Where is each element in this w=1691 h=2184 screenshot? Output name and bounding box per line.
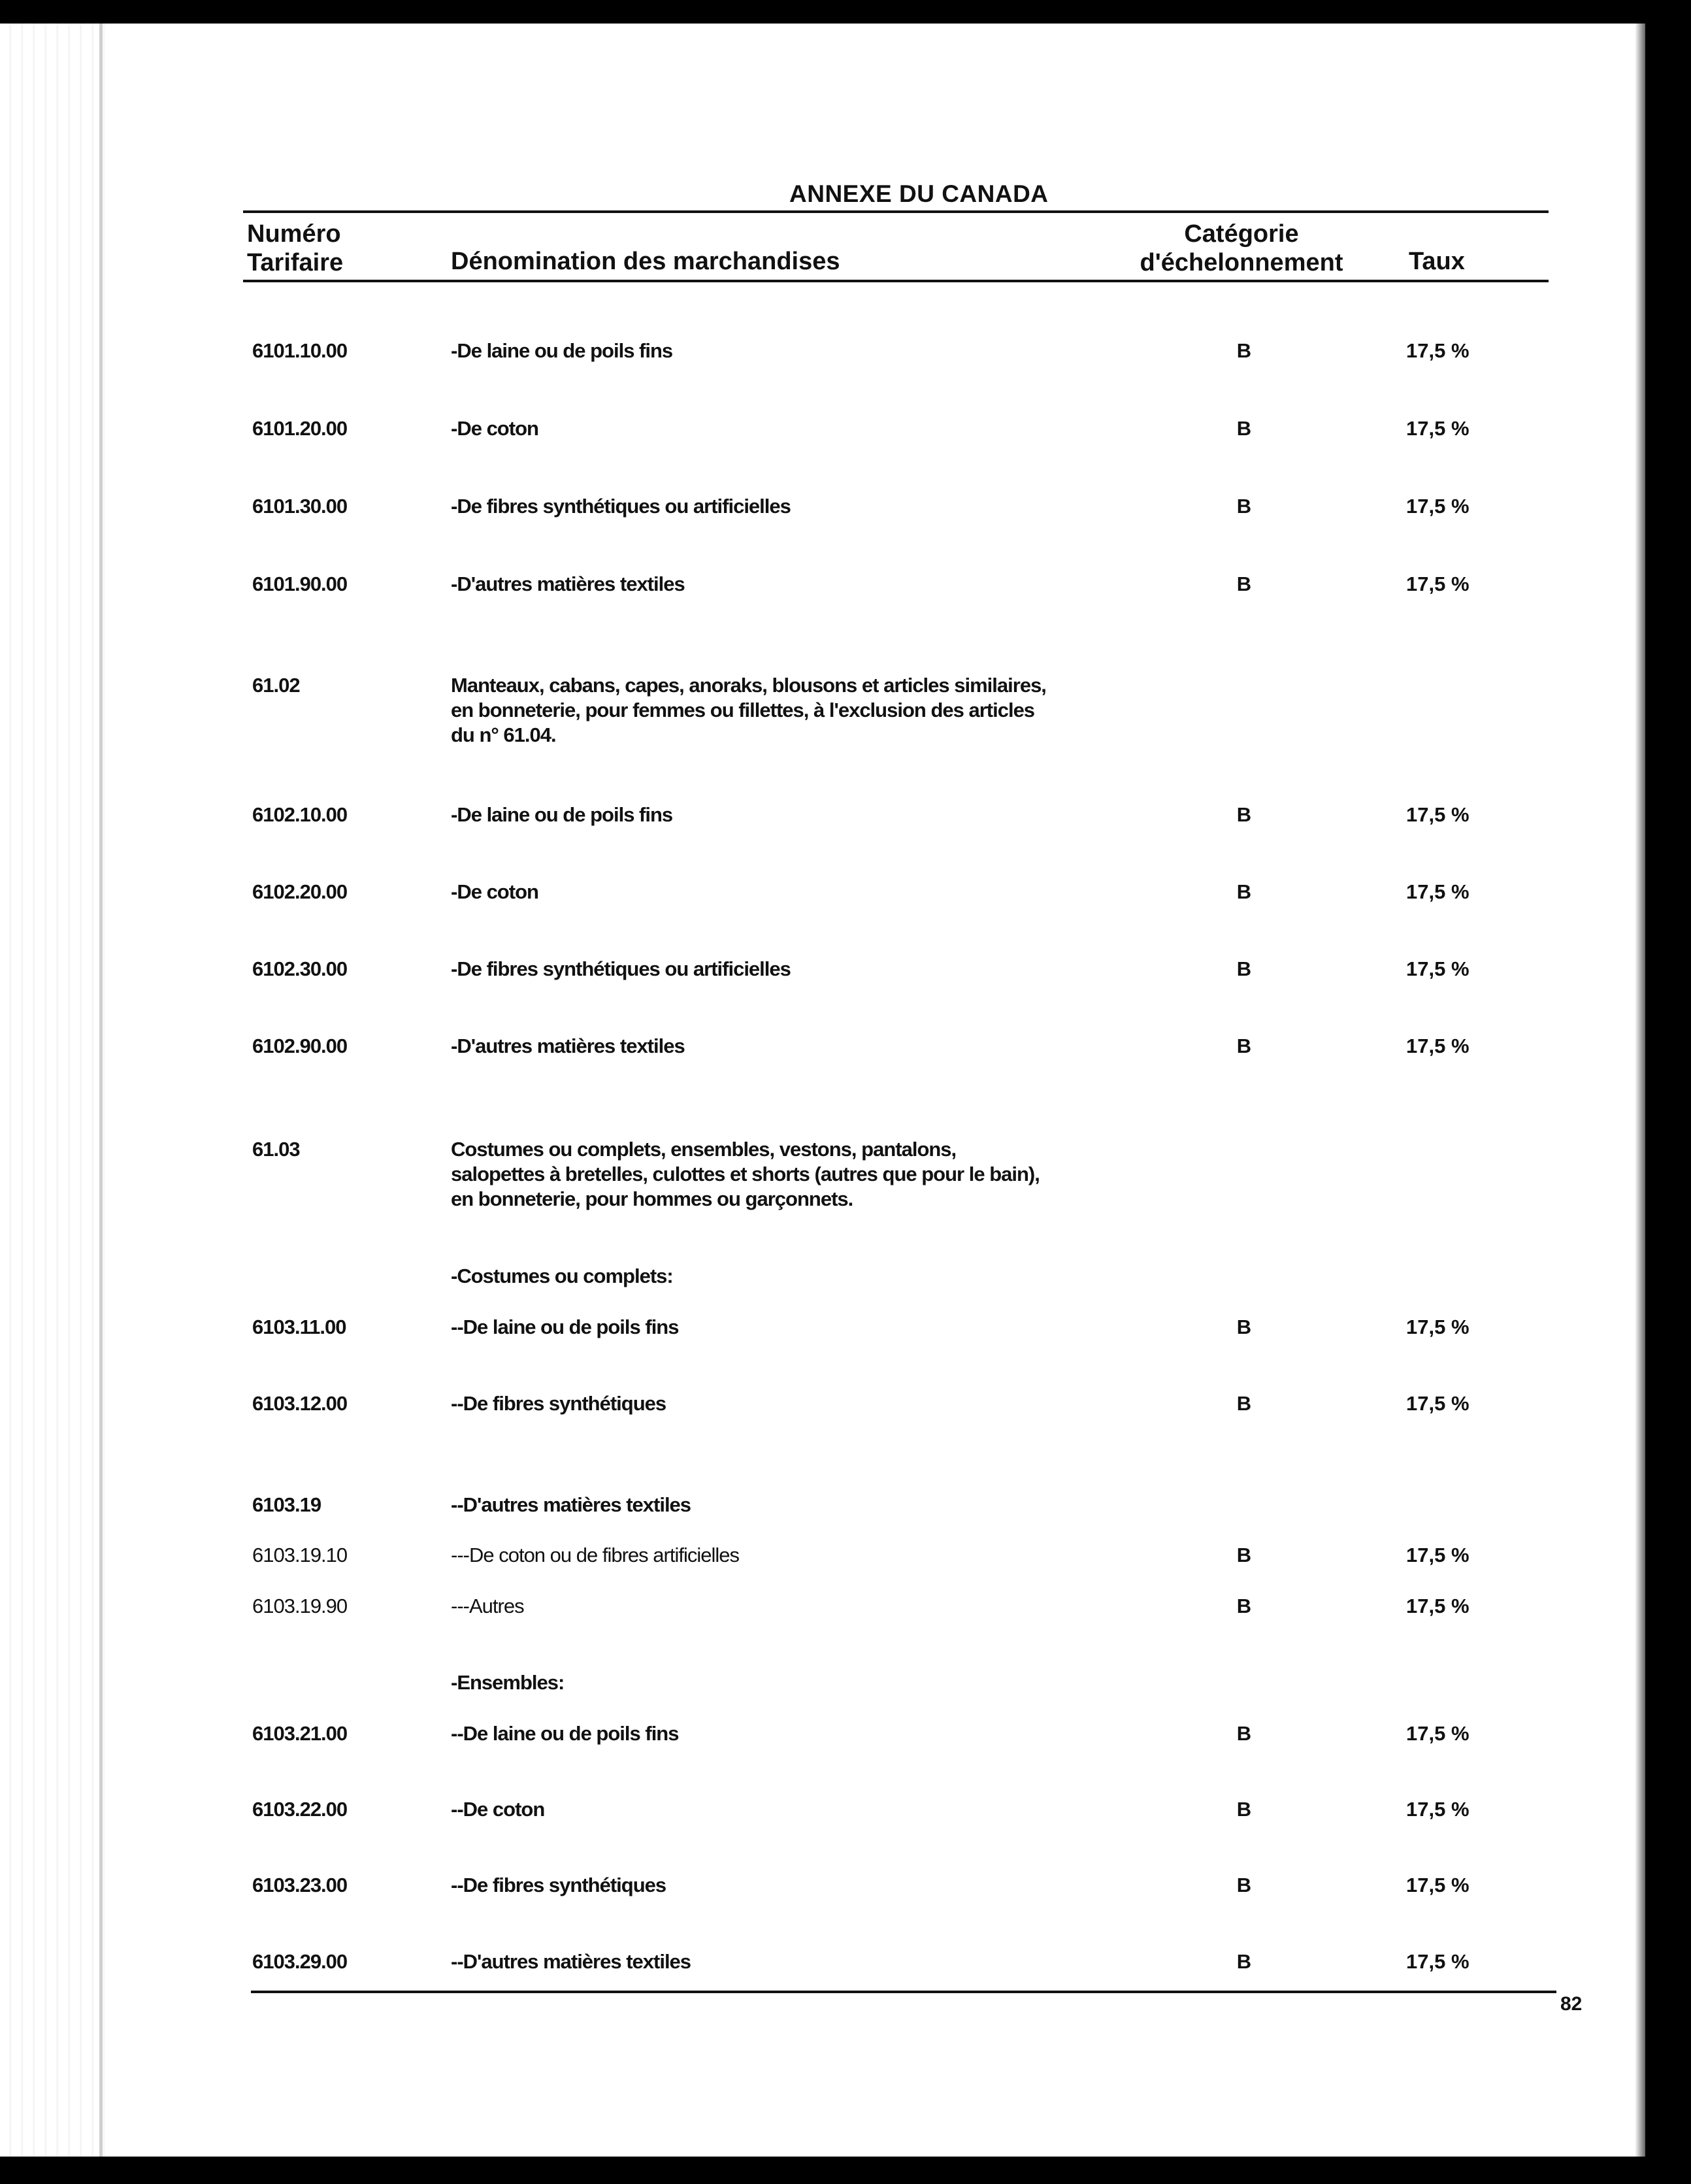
table-bottom-rule xyxy=(251,1991,1556,1993)
tariff-code: 61.03 xyxy=(252,1138,300,1161)
goods-description: -De coton xyxy=(451,417,538,440)
staging-category: B xyxy=(1236,1798,1252,1821)
tariff-code: 6103.29.00 xyxy=(252,1950,348,1973)
staging-category: B xyxy=(1236,803,1252,826)
column-header-categorie-line2: d'échelonnement xyxy=(1140,249,1343,276)
scan-edge-left-line xyxy=(99,24,103,2157)
goods-description: -Ensembles: xyxy=(451,1671,565,1694)
staging-category: B xyxy=(1236,495,1252,518)
staging-category: B xyxy=(1236,880,1252,903)
goods-description: Costumes ou complets, ensembles, vestons, pantalons, salopettes à bretelles, culottes et shorts (autres que pour le bain), en bonneterie, pour hommes ou garçonnets. xyxy=(451,1138,1040,1210)
staging-category: B xyxy=(1236,572,1252,595)
goods-description: ---De coton ou de fibres artificielles xyxy=(451,1544,739,1566)
goods-description: --D'autres matières textiles xyxy=(451,1950,691,1973)
tariff-rate: 17,5 % xyxy=(1406,1798,1469,1821)
tariff-code: 6103.19.10 xyxy=(252,1544,348,1566)
tariff-rate: 17,5 % xyxy=(1406,339,1469,362)
goods-description: --De fibres synthétiques xyxy=(451,1874,666,1896)
tariff-rate: 17,5 % xyxy=(1406,1950,1469,1973)
goods-description: --De fibres synthétiques xyxy=(451,1392,666,1415)
tariff-rate: 17,5 % xyxy=(1406,1544,1469,1566)
tariff-rate: 17,5 % xyxy=(1406,1392,1469,1415)
tariff-rate: 17,5 % xyxy=(1406,880,1469,903)
tariff-rate: 17,5 % xyxy=(1406,1874,1469,1896)
goods-description: -De fibres synthétiques ou artificielles xyxy=(451,495,791,518)
scan-edge-left xyxy=(0,24,105,2157)
goods-description: --De coton xyxy=(451,1798,545,1821)
scan-edge-bottom xyxy=(0,2157,1691,2184)
tariff-code: 61.02 xyxy=(252,674,300,697)
staging-category: B xyxy=(1236,1874,1252,1896)
tariff-code: 6101.30.00 xyxy=(252,495,348,518)
tariff-code: 6101.10.00 xyxy=(252,339,348,362)
tariff-rate: 17,5 % xyxy=(1406,495,1469,518)
column-header-categorie xyxy=(1137,220,1346,277)
staging-category: B xyxy=(1236,1722,1252,1745)
tariff-rate: 17,5 % xyxy=(1406,1315,1469,1338)
tariff-rate: 17,5 % xyxy=(1406,1034,1469,1057)
scan-edge-top xyxy=(0,0,1691,24)
tariff-code: 6102.30.00 xyxy=(252,957,348,980)
goods-description: -D'autres matières textiles xyxy=(451,1034,685,1057)
tariff-code: 6103.11.00 xyxy=(252,1315,346,1338)
staging-category: B xyxy=(1236,339,1252,362)
column-header-numero-line1: Numéro xyxy=(247,220,341,248)
page-number: 82 xyxy=(1560,1993,1583,2015)
staging-category: B xyxy=(1236,1034,1252,1057)
scan-edge-right xyxy=(1645,24,1691,2184)
tariff-code: 6103.12.00 xyxy=(252,1392,348,1415)
staging-category: B xyxy=(1236,1544,1252,1566)
goods-description: -De laine ou de poils fins xyxy=(451,803,673,826)
tariff-code: 6102.10.00 xyxy=(252,803,348,826)
goods-description: -Costumes ou complets: xyxy=(451,1265,673,1287)
staging-category: B xyxy=(1236,1392,1252,1415)
tariff-rate: 17,5 % xyxy=(1406,1595,1469,1617)
goods-description: -De coton xyxy=(451,880,538,903)
tariff-code: 6103.19.90 xyxy=(252,1595,348,1617)
goods-description: --De laine ou de poils fins xyxy=(451,1315,679,1338)
column-header-taux: Taux xyxy=(1409,248,1465,275)
staging-category: B xyxy=(1236,1595,1252,1617)
tariff-code: 6102.90.00 xyxy=(252,1034,348,1057)
goods-description: ---Autres xyxy=(451,1595,524,1617)
tariff-code: 6102.20.00 xyxy=(252,880,348,903)
header-top-rule xyxy=(243,210,1549,213)
tariff-rate: 17,5 % xyxy=(1406,417,1469,440)
column-header-numero-line2: Tarifaire xyxy=(247,249,344,276)
staging-category: B xyxy=(1236,1315,1252,1338)
tariff-code: 6103.19 xyxy=(252,1493,321,1516)
tariff-code: 6103.23.00 xyxy=(252,1874,348,1896)
tariff-rate: 17,5 % xyxy=(1406,572,1469,595)
goods-description: -De laine ou de poils fins xyxy=(451,339,673,362)
goods-description: --De laine ou de poils fins xyxy=(451,1722,679,1745)
tariff-code: 6103.21.00 xyxy=(252,1722,348,1745)
tariff-rate: 17,5 % xyxy=(1406,803,1469,826)
column-header-description: Dénomination des marchandises xyxy=(451,248,840,275)
goods-description: -De fibres synthétiques ou artificielles xyxy=(451,957,791,980)
staging-category: B xyxy=(1236,417,1252,440)
goods-description: Manteaux, cabans, capes, anoraks, blousons et articles similaires, en bonneterie, pour femmes ou fillettes, à l'exclusion des articles du n° 61.04. xyxy=(451,674,1046,746)
tariff-code: 6101.90.00 xyxy=(252,572,348,595)
tariff-code: 6103.22.00 xyxy=(252,1798,348,1821)
column-header-categorie-line1: Catégorie xyxy=(1184,220,1299,248)
tariff-rate: 17,5 % xyxy=(1406,1722,1469,1745)
goods-description: -D'autres matières textiles xyxy=(451,572,685,595)
tariff-rate: 17,5 % xyxy=(1406,957,1469,980)
column-header-numero xyxy=(247,220,343,277)
goods-description: --D'autres matières textiles xyxy=(451,1493,691,1516)
page-title: ANNEXE DU CANADA xyxy=(789,180,1049,207)
staging-category: B xyxy=(1236,1950,1252,1973)
header-bottom-rule xyxy=(243,280,1549,282)
staging-category: B xyxy=(1236,957,1252,980)
tariff-code: 6101.20.00 xyxy=(252,417,348,440)
